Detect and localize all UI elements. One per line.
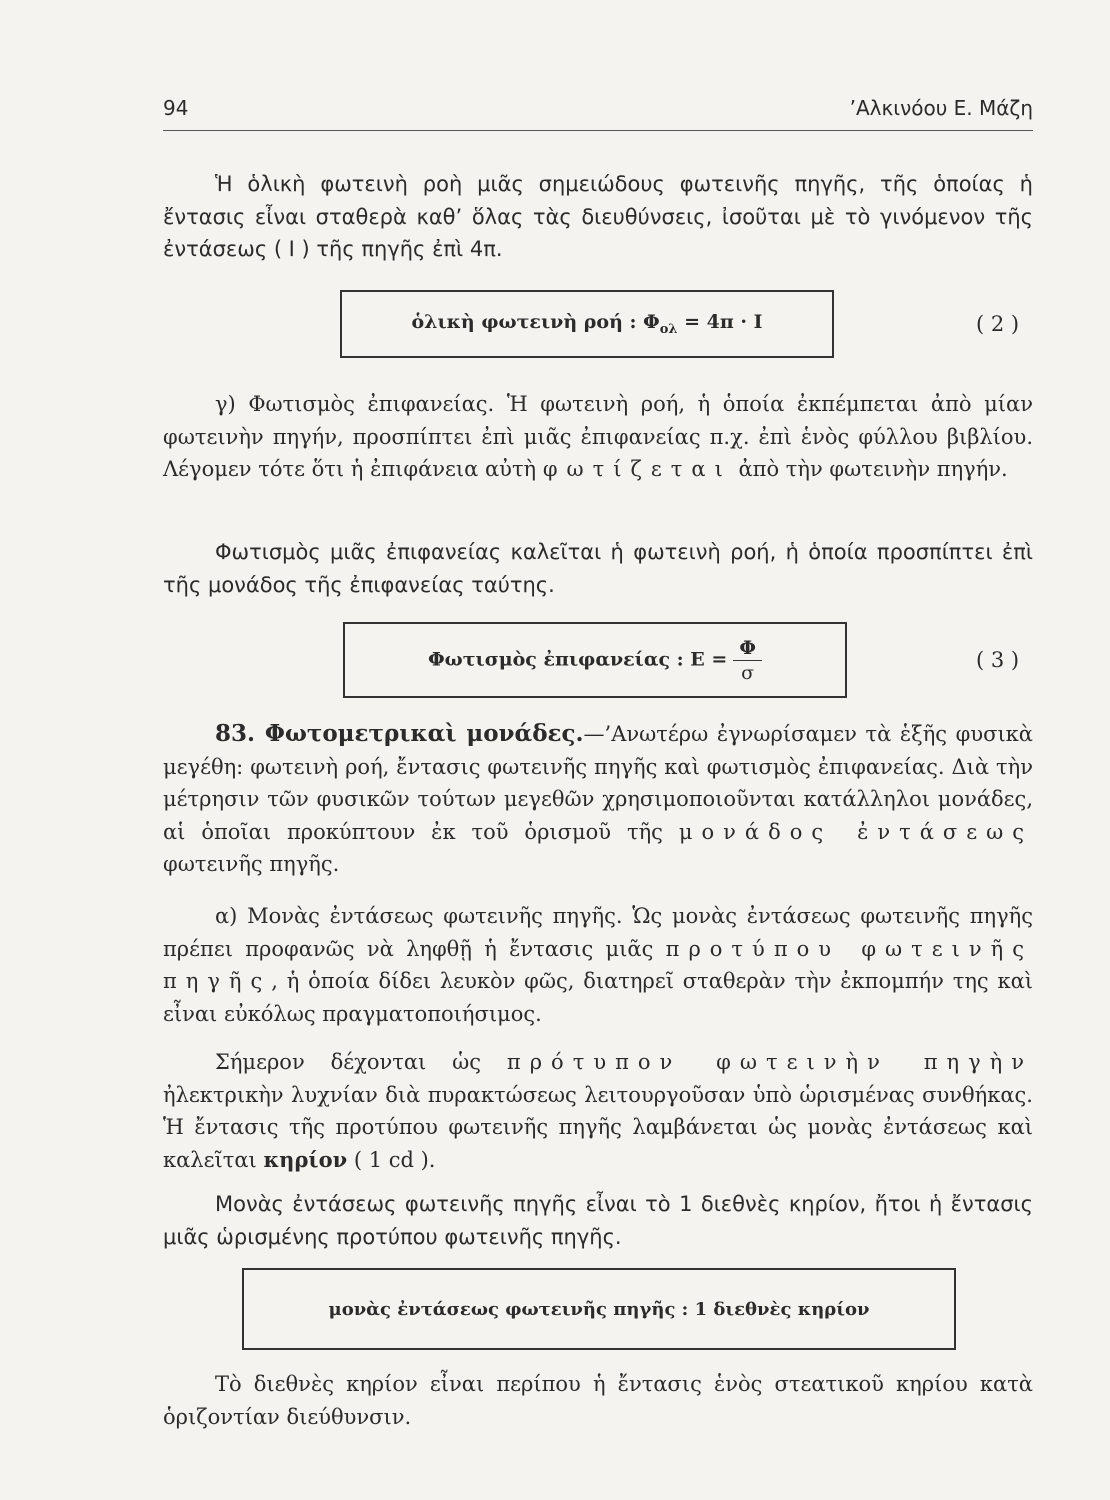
section-heading: 83. Φωτομετρικαὶ μονάδες. <box>215 720 584 747</box>
section-83-photometric-units: 83. Φωτομετρικαὶ μονάδες.—’Ανωτέρω ἐγνωρίσαμεν τὰ ἑξῆς φυσικὰ μεγέθη: φωτεινὴ ροή, ἔντασις φωτεινῆς πηγῆς καὶ φωτισμὸς ἐπιφανείας. Διὰ τὴν μέτρησιν τῶν φυσικῶν τούτων μεγεθῶν χρησιμοποιοῦνται κατάλληλοι μονάδες, αἱ ὁποῖαι προκύπτουν ἐκ τοῦ ὁρισμοῦ τῆς μονάδος ἐντάσεως φωτεινῆς πηγῆς. <box>163 720 1033 876</box>
page-header <box>163 96 1033 131</box>
paragraph-standard-source: Σήμερον δέχονται ὡς πρότυπον φωτεινὴν πηγὴν ἠλεκτρικὴν λυχνίαν διὰ πυρακτώσεως λειτουργοῦσαν ὑπὸ ὡρισμένας συνθήκας. Ἡ ἔντασις τῆς προτύπου φωτεινῆς πηγῆς λαμβάνεται ὡς μονὰς ἐντάσεως καὶ καλεῖται κηρίον ( 1 cd ). <box>163 1050 1033 1172</box>
equation-number-2: ( 2 ) <box>976 312 1020 336</box>
formula-total-flux: ὁλικὴ φωτεινὴ ροή : $\Phi_{o\lambda} = 4\pi \cdot I$ <box>411 311 763 337</box>
paragraph-illumination-definition: Φωτισμὸς μιᾶς ἐπιφανείας καλεῖται ἡ φωτεινὴ ροή, ἡ ὁποία προσπίπτει ἐπὶ τῆς μονάδος τῆς ἐπιφανείας ταύτης. <box>163 540 1033 597</box>
formula-illumination: Φωτισμὸς ἐπιφανείας : Ε = $\frac{\Phi}{\sigma}$ <box>428 638 762 683</box>
formula-box-total-flux <box>340 290 834 358</box>
paragraph-stearin-candle: Τὸ διεθνὲς κηρίον εἶναι περίπου ἡ ἔντασις ἑνὸς στεατικοῦ κηρίου κατὰ ὁριζοντίαν διεύθυνσιν. <box>163 1372 1033 1429</box>
formula-box-illumination <box>343 622 847 698</box>
paragraph-candela-definition: Μονὰς ἐντάσεως φωτεινῆς πηγῆς εἶναι τὸ 1 διεθνὲς κηρίον, ἤτοι ἡ ἔντασις μιᾶς ὡρισμένης προτύπου φωτεινῆς πηγῆς. <box>163 1192 1033 1249</box>
paragraph-total-flux: Ἡ ὁλικὴ φωτεινὴ ροὴ μιᾶς σημειώδους φωτεινῆς πηγῆς, τῆς ὁποίας ἡ ἔντασις εἶναι σταθερὰ καθ’ ὅλας τὰς διευθύνσεις, ἰσοῦται μὲ τὸ γινόμενον τῆς ἐντάσεως ( Ι ) τῆς πηγῆς ἐπὶ 4π. <box>163 172 1033 261</box>
page-number: 94 <box>163 96 189 120</box>
paragraph-illumination: γ) Φωτισμὸς ἐπιφανείας. Ἡ φωτεινὴ ροή, ἡ ὁποία ἐκπέμπεται ἀπὸ μίαν φωτεινὴν πηγήν, προσπίπτει ἐπὶ μιᾶς ἐπιφανείας π.χ. ἐπὶ ἑνὸς φύλλου βιβλίου. Λέγομεν τότε ὅτι ἡ ἐπιφάνεια αὐτὴ φωτίζεται ἀπὸ τὴν φωτεινὴν πηγήν. <box>163 392 1033 481</box>
equation-number-3: ( 3 ) <box>976 648 1020 672</box>
paragraph-unit-intensity: α) Μονὰς ἐντάσεως φωτεινῆς πηγῆς. Ὡς μονὰς ἐντάσεως φωτεινῆς πηγῆς πρέπει προφανῶς νὰ ληφθῇ ἡ ἔντασις μιᾶς προτύπου φωτεινῆς πηγῆς, ἡ ὁποία δίδει λευκὸν φῶς, διατηρεῖ σταθερὰν τὴν ἐκπομπήν της καὶ εἶναι εὐκόλως πραγματοποιήσιμος. <box>163 904 1033 1026</box>
formula-box-candela <box>242 1268 956 1350</box>
formula-candela: μονὰς ἐντάσεως φωτεινῆς πηγῆς : 1 διεθνὲς κηρίον <box>328 1298 870 1320</box>
running-head-author: ’Αλκινόου Ε. Μάζη <box>849 96 1033 120</box>
